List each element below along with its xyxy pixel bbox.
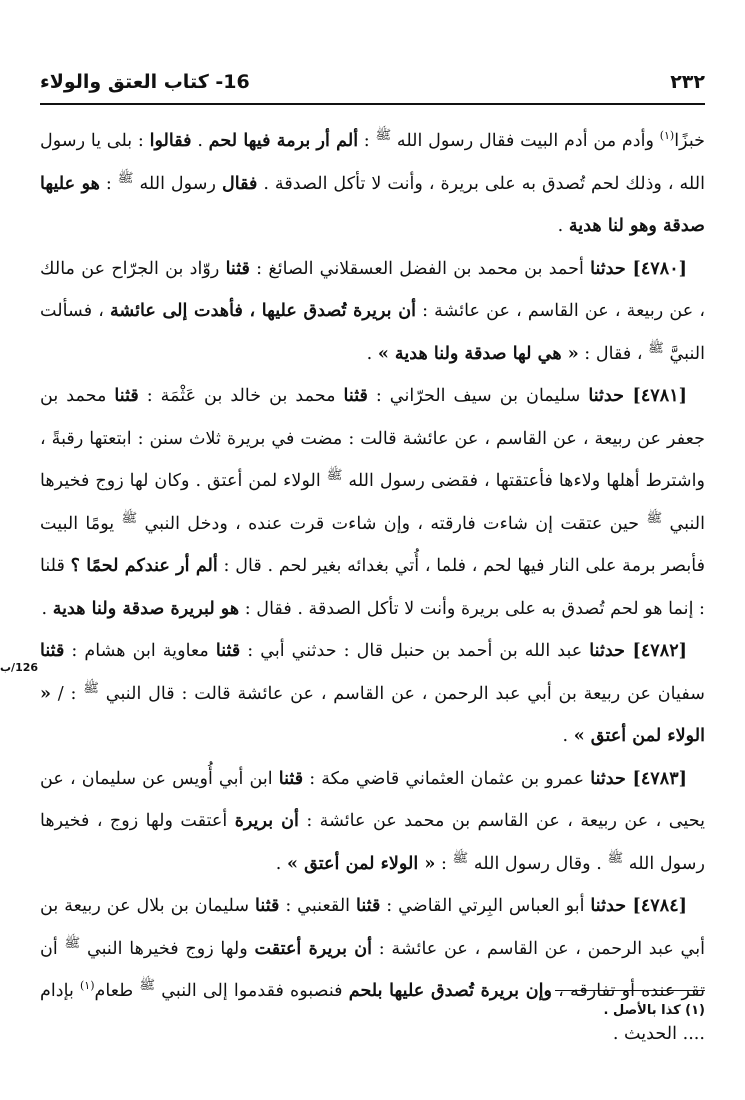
bold-text-run: هو لبريرة صدقة ولنا هدية (52, 597, 240, 619)
salutation-glyph: ﷺ (326, 468, 343, 484)
bold-text-run: [٤٧٨١] حدثنا (588, 385, 687, 406)
text-run: : (435, 853, 453, 874)
bold-text-run: « الولاء لمن أعتق » (40, 682, 705, 746)
bold-text-run: قثنا (355, 895, 381, 916)
text-run: الولاء لمن أعتق . وكان لها زوج فخيرها النبي (40, 471, 705, 534)
text-run: سفيان عن ربيعة بن أبي عبد الرحمن ، عن القاسم ، عن عائشة قالت : قال النبي (99, 683, 705, 704)
text-run: روّاد بن الجرّاح عن مالك ، عن ربيعة ، عن القاسم ، عن عائشة : (40, 258, 706, 321)
bold-text-run: هو عليها صدقة وهو لنا هدية (40, 172, 705, 236)
text-run: . (557, 216, 569, 236)
bold-text-run: قثنا (114, 385, 139, 406)
text-run: ، فقال : (578, 343, 649, 364)
bold-text-run: قثنا (215, 640, 241, 661)
text-run: طعام (94, 981, 140, 1001)
text-run: أن تقر عنده أو تفارقه ، (40, 938, 705, 1001)
manuscript-folio-note: 126/ب (0, 661, 39, 674)
bold-text-run: [٤٧٨٣] حدثنا (590, 767, 687, 789)
text-run: سليمان بن سيف الحرّاني : (367, 386, 589, 406)
bold-text-run: « الولاء لمن أعتق » (286, 852, 436, 874)
salutation-glyph: ﷺ (139, 978, 156, 994)
bold-text-run: فقالوا (149, 130, 192, 151)
hadith-4780 (40, 248, 705, 376)
bold-text-run: قثنا (225, 257, 250, 279)
bold-text-run: قثنا (343, 385, 368, 406)
bold-text-run: فقال (221, 172, 258, 194)
text-run: ابن أبي أُويس عن سليمان ، عن يحيى ، عن ربيعة ، عن القاسم بن محمد عن عائشة : (40, 768, 705, 831)
body-text (40, 120, 705, 1055)
text-run: أحمد بن محمد بن الفضل العسقلاني الصائغ : (249, 258, 591, 279)
salutation-glyph: ﷺ (117, 170, 134, 186)
header-divider (40, 103, 705, 105)
chapter-title: 16- كتاب العتق والولاء (40, 71, 250, 93)
text-run: محمد بن جعفر عن ربيعة ، عن القاسم ، عن عائشة قالت : مضت في بريرة ثلاث سنن : ابتعتها رقبةً ، واشترط أهلها ولاءها فأعتقتها ، فقضى رسول الله (40, 386, 705, 491)
text-run: أعتقت ولها زوج ، فخيرها رسول الله (40, 811, 705, 874)
hadith-4782 (40, 630, 705, 758)
bold-text-run: ألم أر عندكم لحمًا ؟ (70, 555, 218, 576)
text-run: . (275, 853, 287, 874)
text-run: معاوية ابن هشام : (64, 641, 216, 661)
text-run: رسول الله (133, 173, 222, 194)
bold-text-run: قثنا (278, 767, 304, 789)
text-run: : (99, 173, 118, 194)
salutation-glyph: ﷺ (83, 680, 99, 696)
hadith-4784 (40, 885, 705, 1055)
text-run: : (358, 131, 376, 151)
hadith-4781 (40, 375, 705, 630)
text-run: قلنا : إنما هو لحم تُصدق به على بريرة وأنت لا تأكل الصدقة . فقال : (40, 556, 705, 619)
bold-text-run: « هي لها صدقة ولنا هدية » (377, 342, 579, 364)
bold-text-run: أن بريرة أعتقت (254, 937, 373, 959)
text-run: محمد بن خالد بن عَثْمَة : (138, 386, 344, 406)
salutation-glyph: ﷺ (64, 935, 81, 951)
salutation-glyph: ﷺ (375, 128, 392, 144)
bold-text-run: وإن بريرة تُصدق عليها بلحم (348, 980, 553, 1001)
footnote-divider (555, 990, 705, 991)
salutation-glyph: ﷺ (607, 850, 624, 866)
text-run: القعنبي : (279, 896, 356, 916)
text-run: . (366, 343, 378, 364)
salutation-glyph: ﷺ (648, 340, 664, 356)
paragraph-1 (40, 120, 705, 248)
text-run: سليمان بن بلال عن ربيعة بن أبي عبد الرحمن ، عن القاسم ، عن عائشة : (40, 896, 705, 959)
salutation-glyph: ﷺ (121, 510, 138, 526)
text-run: وأدم من أدم البيت فقال رسول الله (391, 131, 660, 151)
text-run: حين عتقت إن شاءت فارقته ، وإن شاءت قرت عنده ، ودخل النبي (137, 513, 647, 534)
page-header (40, 64, 705, 100)
footnote-marker: (١) (659, 129, 675, 143)
bold-text-run: أن بريرة (234, 810, 299, 831)
bold-text-run: [٤٧٨٤] حدثنا (590, 895, 687, 916)
text-run: . (41, 598, 53, 619)
hadith-4783 (40, 758, 705, 886)
bold-text-run: [٤٧٨٠] حدثنا (590, 257, 687, 279)
text-run: . وقال رسول الله (468, 853, 608, 874)
salutation-glyph: ﷺ (452, 850, 469, 866)
text-run: عبد الله بن أحمد بن حنبل قال : حدثني أبي : (240, 641, 590, 661)
text-run: أبو العباس البِرتي القاضي : (380, 896, 591, 916)
salutation-glyph: ﷺ (646, 510, 663, 526)
text-run: : / (51, 683, 84, 704)
footnote-marker: (١) (80, 979, 95, 993)
text-run: ولها زوج فخيرها النبي (80, 938, 255, 959)
bold-text-run: قثنا (255, 895, 280, 916)
bold-text-run: [٤٧٨٢] حدثنا (589, 640, 687, 661)
text-run: : بلى يا رسول الله ، وذلك لحم تُصدق به على بريرة ، وأنت لا تأكل الصدقة . (40, 131, 705, 194)
text-run: عمرو بن عثمان العثماني قاضي مكة : (303, 768, 591, 789)
text-run: ، فسألت النبيَّ (40, 301, 705, 364)
text-run: . (562, 726, 574, 746)
page-number: ٢٣٢ (670, 71, 705, 93)
text-run: فنصبوه فقدموا إلى النبي (155, 981, 349, 1001)
footnote: (١) كذا بالأصل . (603, 1003, 705, 1018)
bold-text-run: ألم أر برمة فيها لحم (208, 130, 359, 151)
bold-text-run: قثنا (40, 640, 65, 661)
text-run: . (191, 131, 209, 151)
text-run: خبزًا (674, 131, 705, 151)
text-run: بإدام .... الحديث . (40, 981, 705, 1044)
bold-text-run: أن بريرة تُصدق عليها ، فأهدت إلى عائشة (109, 300, 417, 321)
text-run: يومًا البيت فأبصر برمة على النار فيها لحم ، فلما ، أُتي بغدائه بغير لحم . قال : (40, 513, 706, 576)
